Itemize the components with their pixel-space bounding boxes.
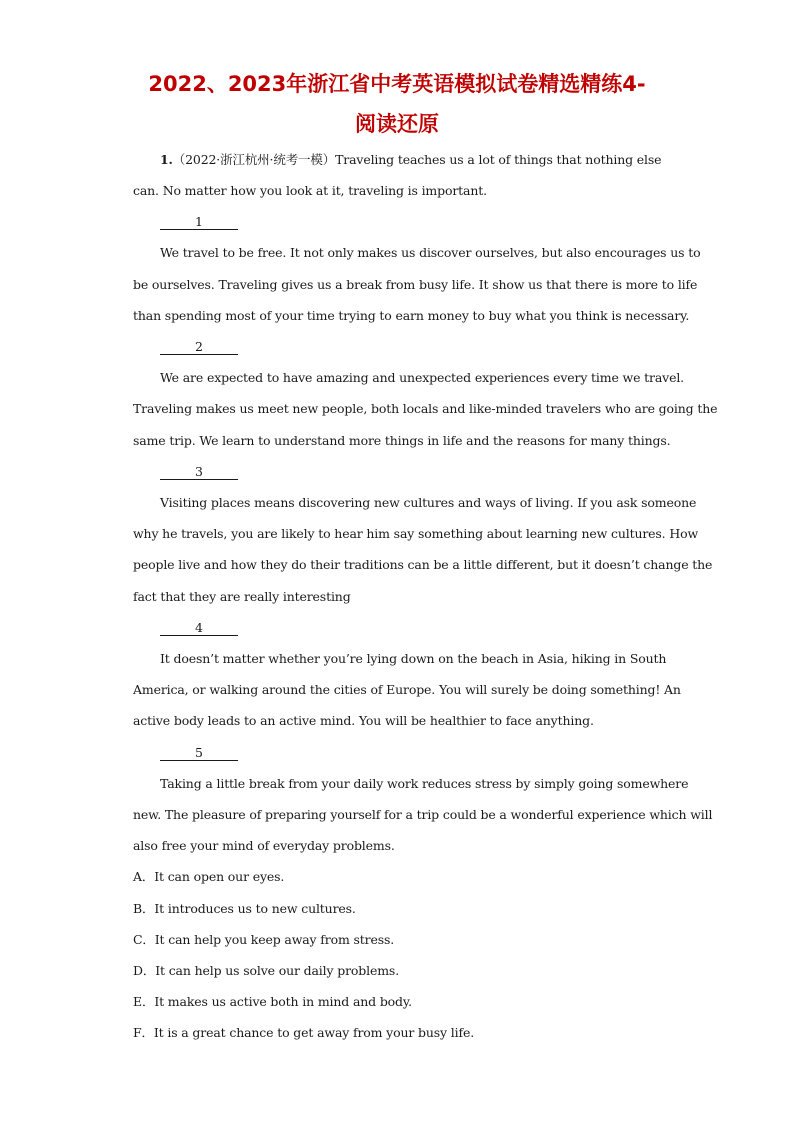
question-intro-line-1: Traveling teaches us a lot of things that nothing else (335, 152, 662, 167)
paragraph-3-line: why he travels, you are likely to hear him say something about learning new cultures. How (133, 526, 699, 541)
question-intro-line-2: can. No matter how you look at it, traveling is important. (133, 183, 487, 198)
paragraph-4-line: It doesn’t matter whether you’re lying down on the beach in Asia, hiking in South (160, 651, 667, 666)
paragraph-4-line: active body leads to an active mind. You will be healthier to face anything. (133, 713, 594, 728)
question-header (160, 152, 673, 168)
paragraph-1-line: be ourselves. Traveling gives us a break from busy life. It show us that there is more to life (133, 277, 698, 292)
paragraph-3-line: people live and how they do their traditions can be a little different, but it doesn’t change the (133, 557, 713, 572)
paragraph-5-line: also free your mind of everyday problems. (133, 838, 395, 853)
paragraph-4-line: America, or walking around the cities of Europe. You will surely be doing something! An (133, 682, 681, 697)
paragraph-2-line: Traveling makes us meet new people, both locals and like-minded travelers who are going the (133, 401, 718, 416)
answer-blank-4[interactable]: 4 (160, 620, 238, 636)
option-a: A．It can open our eyes. (133, 869, 285, 884)
paragraph-5-line: new. The pleasure of preparing yourself for a trip could be a wonderful experience which will (133, 807, 713, 822)
question-number: 1. (160, 152, 173, 167)
option-b: B．It introduces us to new cultures. (133, 901, 356, 916)
paragraph-2-line: We are expected to have amazing and unexpected experiences every time we travel. (160, 370, 685, 385)
paragraph-1-line: than spending most of your time trying to earn money to buy what you think is necessary. (133, 308, 690, 323)
paragraph-3-line: fact that they are really interesting (133, 589, 351, 604)
option-e: E．It makes us active both in mind and body. (133, 994, 412, 1009)
option-d: D．It can help us solve our daily problems. (133, 963, 400, 978)
paragraph-3-line: Visiting places means discovering new cultures and ways of living. If you ask someone (160, 495, 697, 510)
answer-blank-2[interactable]: 2 (160, 339, 238, 355)
title-line-1: 2022、2023年浙江省中考英语模拟试卷精选精练4- (148, 72, 646, 96)
option-f: F．It is a great chance to get away from your busy life. (133, 1025, 475, 1040)
paragraph-2-line: same trip. We learn to understand more things in life and the reasons for many things. (133, 433, 671, 448)
paragraph-1-line: We travel to be free. It not only makes us discover ourselves, but also encourages us to (160, 245, 701, 260)
paragraph-5-line: Taking a little break from your daily work reduces stress by simply going somewhere (160, 776, 689, 791)
answer-blank-3[interactable]: 3 (160, 464, 238, 480)
question-source: （2022·浙江杭州·统考一模） (172, 152, 336, 167)
title-line-2: 阅读还原 (355, 112, 439, 136)
answer-blank-5[interactable]: 5 (160, 745, 238, 761)
page-title (100, 64, 694, 144)
option-c: C．It can help you keep away from stress. (133, 932, 395, 947)
answer-blank-1[interactable]: 1 (160, 214, 238, 230)
